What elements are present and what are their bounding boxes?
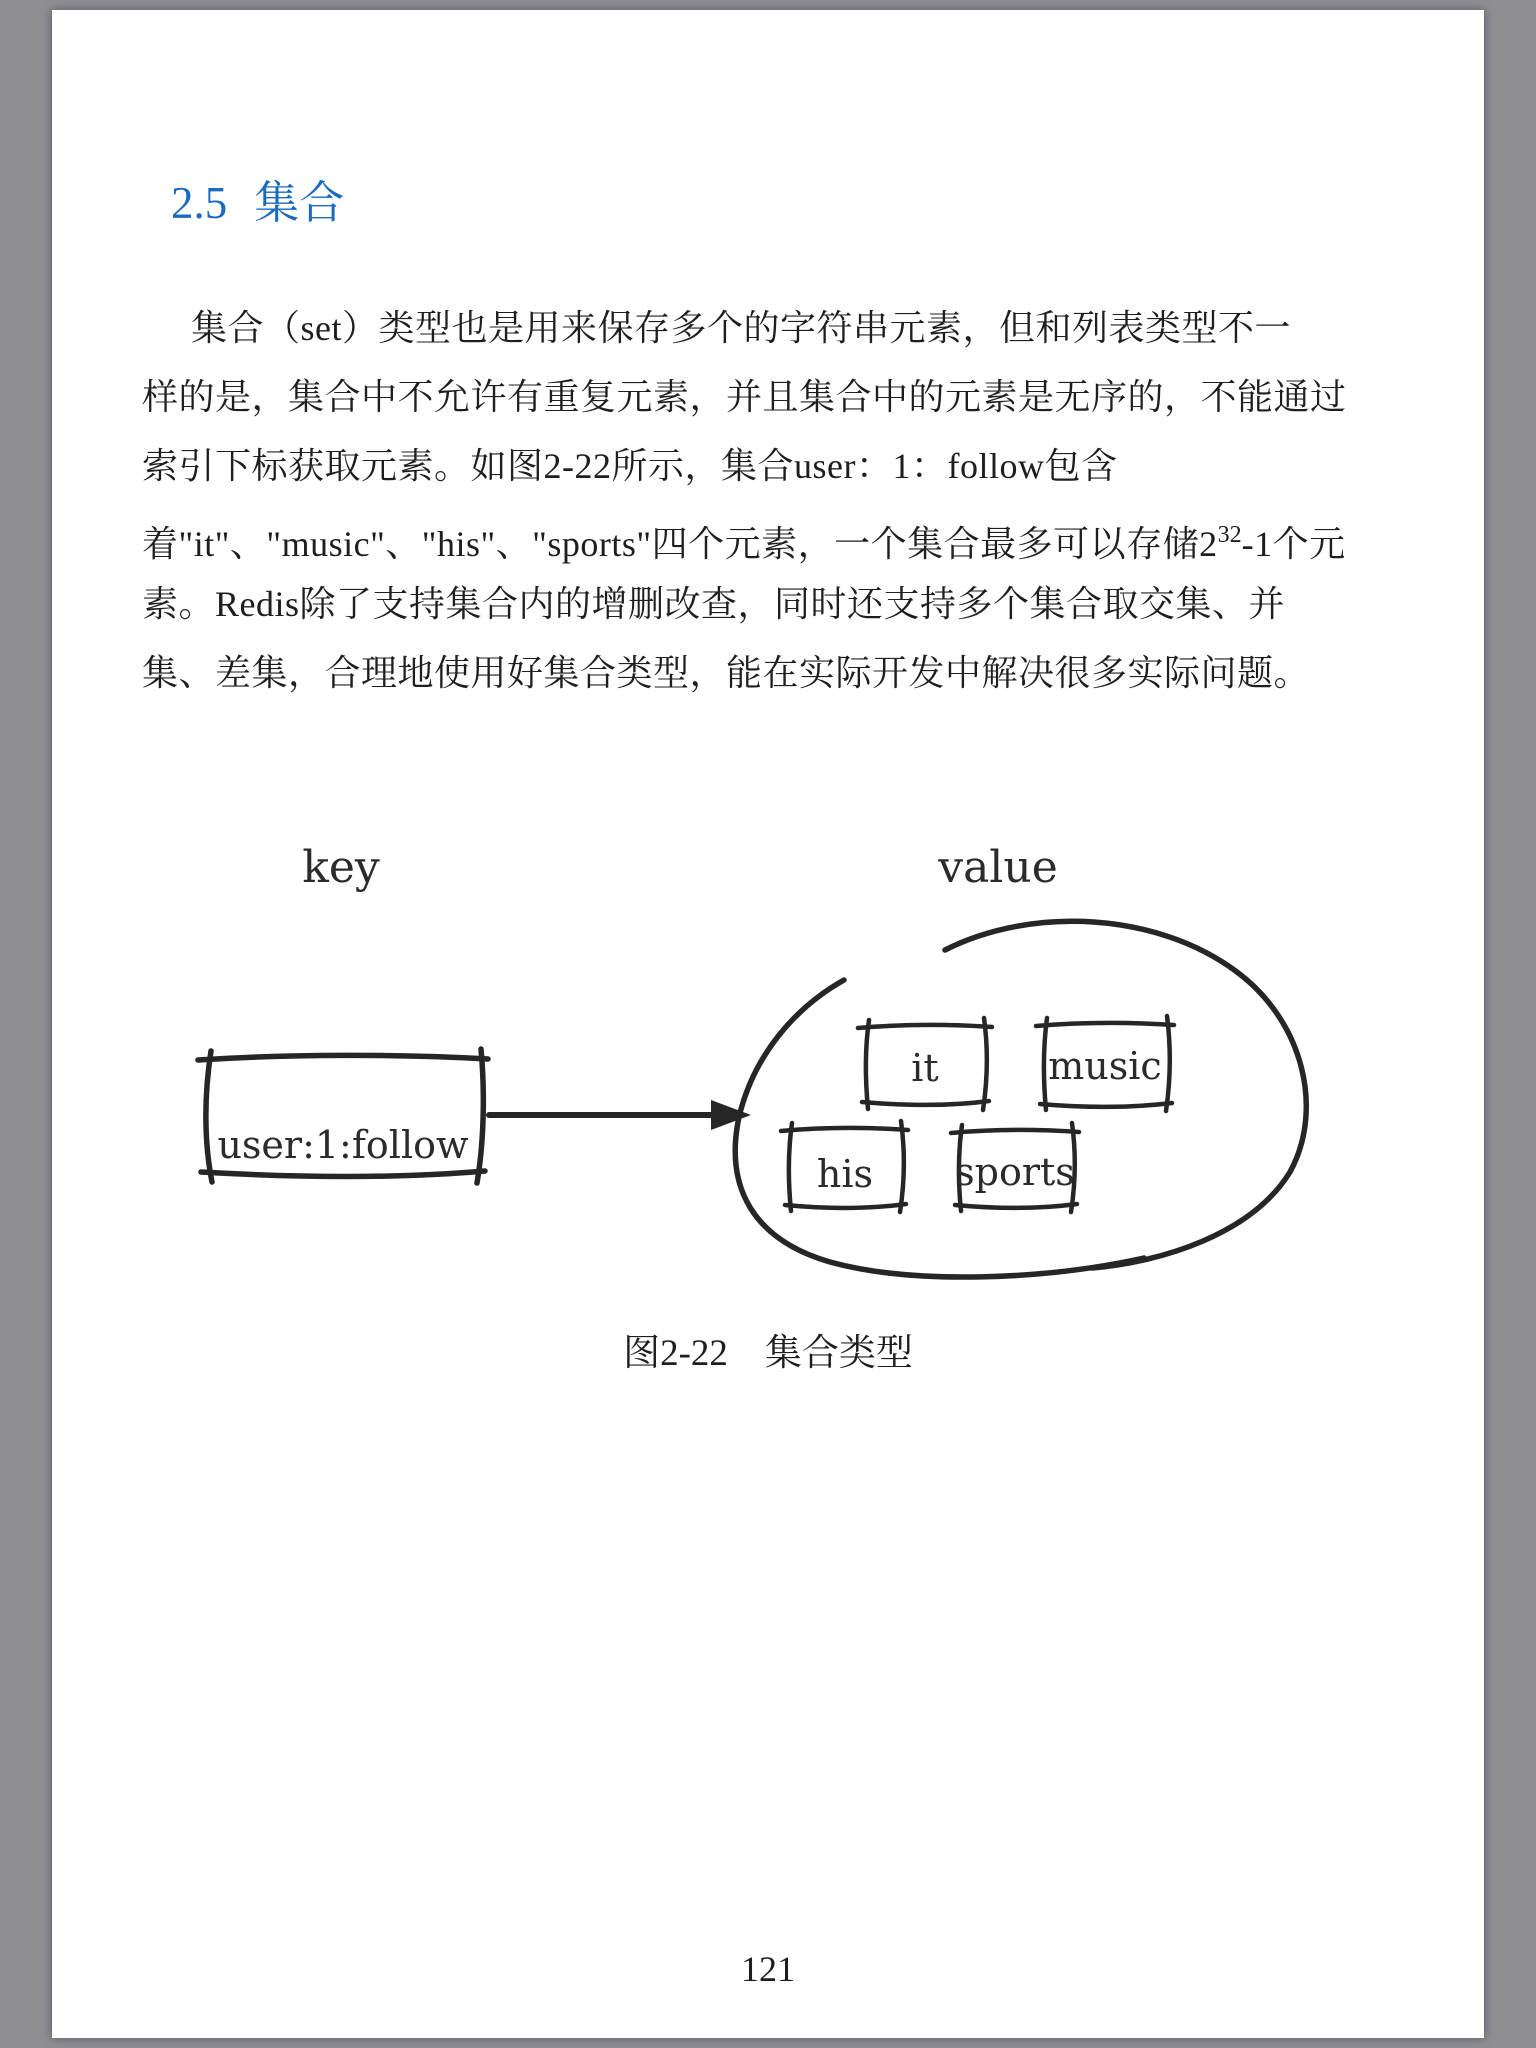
set-member-text: music [1048, 1044, 1162, 1088]
set-member-box [1036, 1016, 1174, 1111]
paragraph-line [142, 570, 1346, 639]
set-member-box [781, 1121, 908, 1212]
line-text: 集、差集，合理地使用好集合类型，能在实际开发中解决很多实际问题。 [142, 653, 1311, 693]
figure-caption: 图2-22 集合类型 [623, 1333, 913, 1374]
paragraph-line [142, 501, 1346, 570]
section-heading [171, 178, 344, 228]
set-member-text: his [816, 1152, 874, 1196]
set-member-text: it [911, 1046, 939, 1090]
key-node-text: user:1:follow [217, 1123, 469, 1167]
paragraph [142, 294, 1346, 708]
line-text: 样的是，集合中不允许有重复元素，并且集合中的元素是无序的，不能通过 [142, 377, 1347, 417]
key-column-label: key [302, 842, 380, 893]
paragraph-line [142, 432, 1346, 501]
set-cloud [735, 921, 1306, 1277]
line-text: 集合（set）类型也是用来保存多个的字符串元素，但和列表类型不一 [191, 308, 1291, 348]
paragraph-line [142, 639, 1346, 708]
line-text: 着"it"、"music"、"his"、"sports"四个元素，一个集合最多可以存储2 [142, 524, 1218, 564]
set-member-box [951, 1123, 1079, 1212]
value-column-label: value [938, 842, 1058, 893]
line-text: 素。Redis除了支持集合内的增删改查，同时还支持多个集合取交集、并 [142, 584, 1286, 624]
figure-diagram [52, 810, 1484, 1370]
set-member-box [858, 1018, 992, 1110]
line-text: -1个元 [1241, 524, 1346, 564]
set-member-text: sports [955, 1150, 1075, 1194]
arrow [489, 1100, 751, 1130]
line-text: 索引下标获取元素。如图2-22所示，集合user：1：follow包含 [142, 446, 1118, 486]
paragraph-line [142, 363, 1346, 432]
page-number: 121 [741, 1949, 795, 1989]
section-title: 集合 [254, 178, 345, 228]
paragraph-line [142, 294, 1346, 363]
section-number: 2.5 [171, 178, 228, 228]
superscript-text: 32 [1217, 522, 1242, 548]
key-node-box [198, 1049, 488, 1183]
book-page [52, 10, 1484, 2038]
